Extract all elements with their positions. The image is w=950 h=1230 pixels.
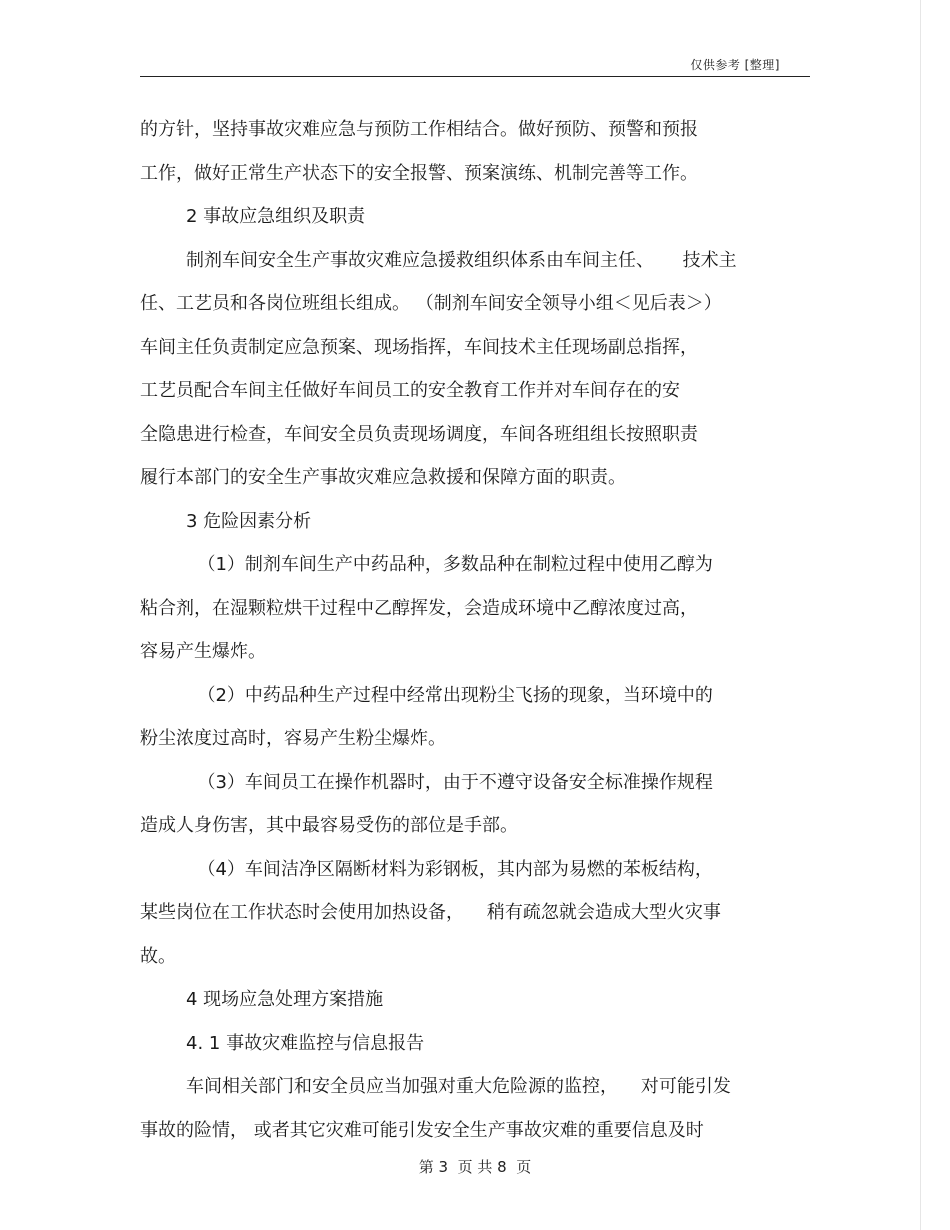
body-line: 粘合剂，在湿颗粒烘干过程中乙醇挥发，会造成环境中乙醇浓度过高， [140,597,698,619]
body-line: 4. 1 事故灾难监控与信息报告 [186,1032,425,1054]
body-line: 某些岗位在工作状态时会使用加热设备， 稍有疏忽就会造成大型火灾事 [140,902,721,923]
body-line: 履行本部门的安全生产事故灾难应急救援和保障方面的职责。 [140,467,626,488]
body-line: 的方针，坚持事故灾难应急与预防工作相结合。做好预防、预警和预报 [140,119,698,140]
body-line: 任、工艺员和各岗位班组长组成。 （制剂车间安全领导小组＜见后表＞） [140,293,722,314]
body-line: 事故的险情， 或者其它灾难可能引发安全生产事故灾难的重要信息及时 [140,1119,704,1141]
header-divider [140,76,810,77]
body-line: 故。 [140,945,176,967]
body-line: 全隐患进行检查，车间安全员负责现场调度，车间各班组组长按照职责 [140,423,698,445]
document-body [140,108,810,1152]
body-line: 粉尘浓度过高时，容易产生粉尘爆炸。 [140,728,446,749]
body-line: （2）中药品种生产过程中经常出现粉尘飞扬的现象，当环境中的 [186,684,713,706]
body-line: 容易产生爆炸。 [140,641,266,662]
body-line: 3 危险因素分析 [186,510,312,532]
header-note: 仅供参考 [整理] [690,58,780,72]
body-line: （3）车间员工在操作机器时，由于不遵守设备安全标准操作规程 [186,771,713,793]
page-number-footer: 第 3 页 共 8 页 [418,1158,532,1176]
body-line: 制剂车间安全生产事故灾难应急援救组织体系由车间主任、 技术主 [186,249,737,271]
body-line: （1）制剂车间生产中药品种，多数品种在制粒过程中使用乙醇为 [186,554,713,575]
body-line: 车间主任负责制定应急预案、现场指挥，车间技术主任现场副总指挥， [140,336,698,358]
body-line: 工艺员配合车间主任做好车间员工的安全教育工作并对车间存在的安 [140,380,680,401]
body-line: 工作，做好正常生产状态下的安全报警、预案演练、机制完善等工作。 [140,162,698,184]
body-line: 造成人身伤害，其中最容易受伤的部位是手部。 [140,815,518,836]
body-line: 车间相关部门和安全员应当加强对重大危险源的监控， 对可能引发 [186,1076,731,1097]
body-line: 2 事故应急组织及职责 [186,206,366,227]
body-line: 4 现场应急处理方案措施 [186,989,384,1010]
body-line: （4）车间洁净区隔断材料为彩钢板，其内部为易燃的苯板结构， [186,858,713,880]
